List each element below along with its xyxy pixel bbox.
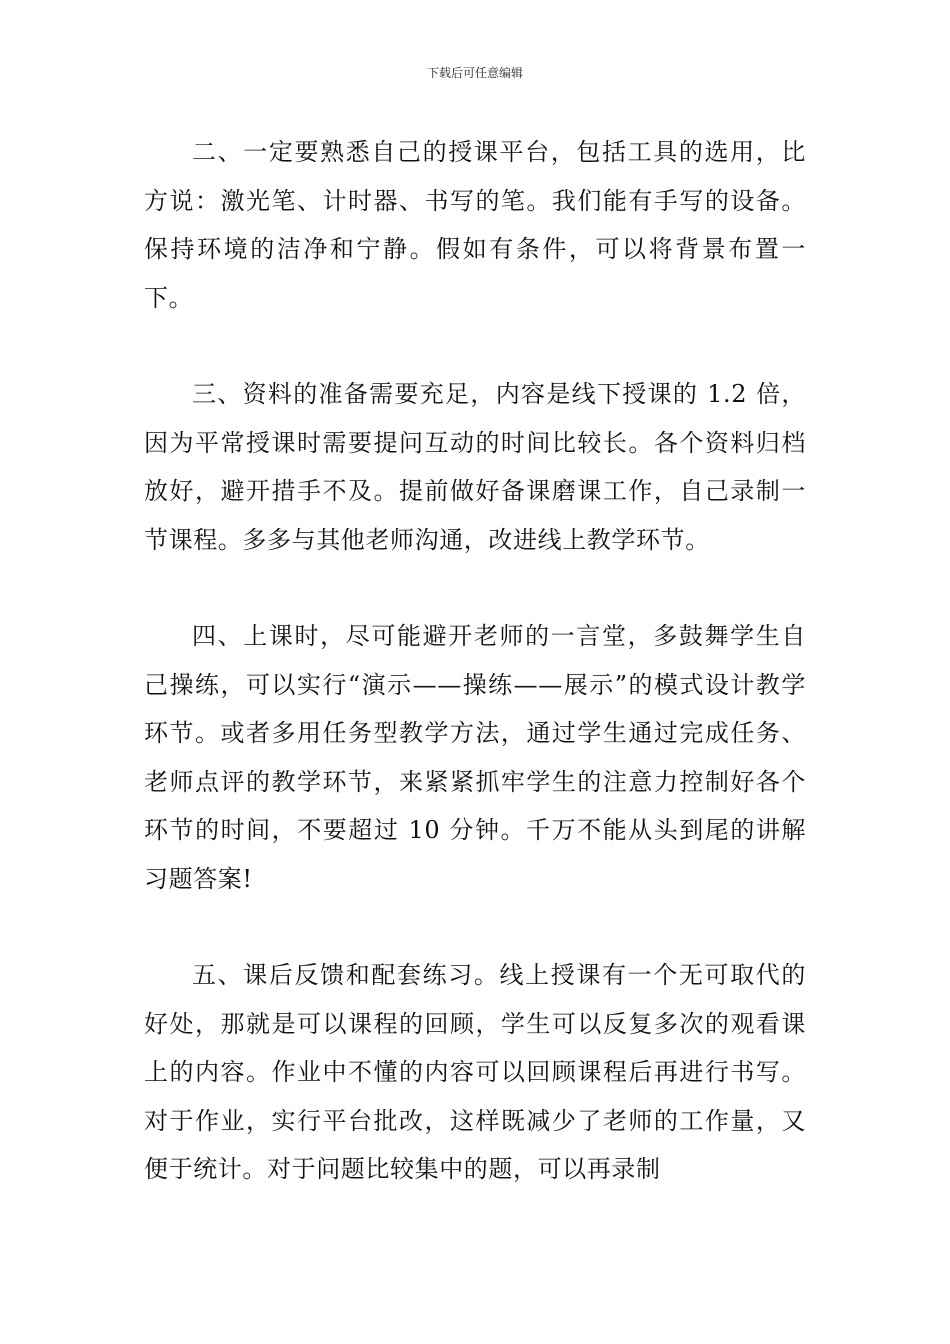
paragraph-4: 四、上课时，尽可能避开老师的一言堂，多鼓舞学生自己操练，可以实行“演示——操练——展示”的模式设计教学环节。或者多用任务型教学方法，通过学生通过完成任务、老师点评的教学环节，来紧紧抓牢学生的注意力控制好各个环节的时间，不要超过 10 分钟。千万不能从头到尾的讲解习题答案! bbox=[144, 622, 806, 893]
page-header: 下载后可任意编辑 bbox=[426, 66, 523, 80]
document-body bbox=[144, 128, 806, 1194]
paragraph-2: 二、一定要熟悉自己的授课平台，包括工具的选用，比方说：激光笔、计时器、书写的笔。我们能有手写的设备。保持环境的洁净和宁静。假如有条件，可以将背景布置一下。 bbox=[144, 138, 806, 312]
paragraph-3: 三、资料的准备需要充足，内容是线下授课的 1.2 倍，因为平常授课时需要提问互动的时间比较长。各个资料归档放好，避开措手不及。提前做好备课磨课工作，自己录制一节课程。多多与其他老师沟通，改进线上教学环节。 bbox=[144, 380, 806, 554]
paragraph-5: 五、课后反馈和配套练习。线上授课有一个无可取代的好处，那就是可以课程的回顾，学生可以反复多次的观看课上的内容。作业中不懂的内容可以回顾课程后再进行书写。对于作业，实行平台批改，这样既减少了老师的工作量，又便于统计。对于问题比较集中的题，可以再录制 bbox=[144, 961, 806, 1183]
